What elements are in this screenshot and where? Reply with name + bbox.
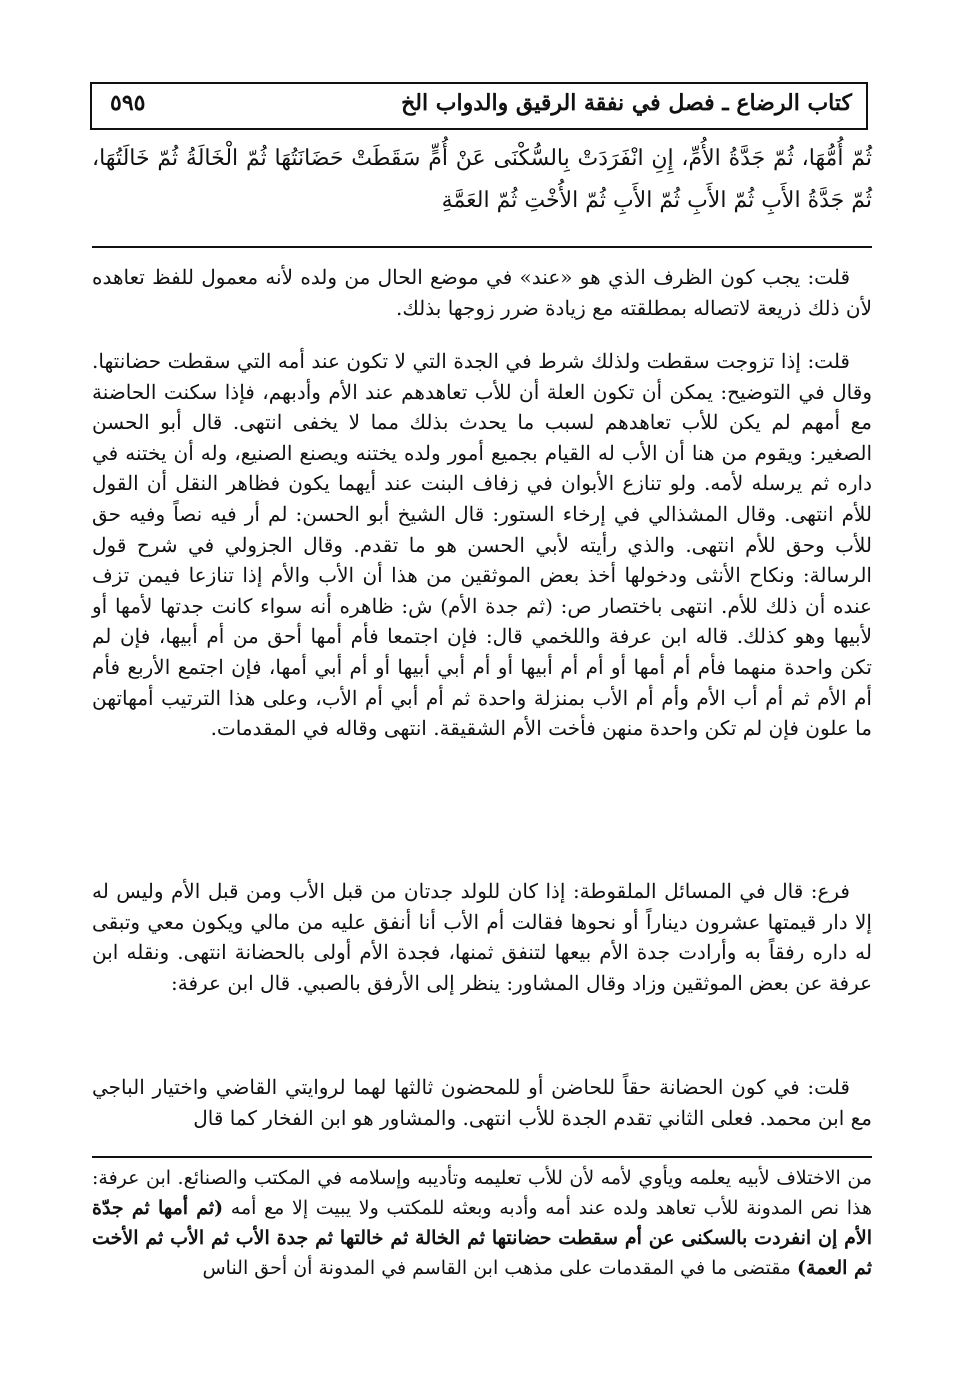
footnote-text: مقتضى ما في المقدمات على مذهب ابن القاسم في المدونة أن أحق الناس — [202, 1257, 791, 1279]
commentary-paragraph: فرع: قال في المسائل الملقوطة: إذا كان للولد جدتان من قبل الأب ومن قبل الأم وليس له إلا دار قيمتها عشرون ديناراً أو نحوها فقالت أم الأب أنا أنفق عليه من مالي ويكون معي وتبقى له داره رفقاً به وأرادت جدة الأم بيعها لتنفق ثمنها، فجدة الأم أولى بالحضانة انتهى. ونقله ابن عرفة عن بعض الموثقين وزاد وقال المشاور: ينظر إلى الأرفق بالصبي. قال ابن عرفة: — [92, 879, 872, 995]
footnote-divider — [92, 1156, 872, 1158]
commentary-3 — [92, 876, 872, 998]
commentary-paragraph: قلت: يجب كون الظرف الذي هو «عند» في موضع الحال من ولده لأنه معمول للفظ تعاهده لأن ذلك ذريعة لاتصاله بمطلقته مع زيادة ضرر زوجها بذلك. — [92, 265, 872, 320]
footnote — [92, 1163, 872, 1283]
header-title: كتاب الرضاع ـ فصل في نفقة الرقيق والدواب الخ — [401, 90, 852, 116]
commentary-paragraph: قلت: إذا تزوجت سقطت ولذلك شرط في الجدة التي لا تكون عند أمه التي سقطت حضانتها. وقال في التوضيح: يمكن أن تكون العلة أن للأب تعاهدهم عند الأم وأدبهم، فإذا سكنت الحاضنة مع أمهم لم يكن للأب تعاهدهم لسبب ما يحدث بذلك مما لا يخفى انتهى. قال أبو الحسن الصغير: ويقوم من هنا أن الأب له القيام بجميع أمور ولده يختنه ويصنع الصنيع، وله أن يختنه في داره ثم يرسله لأمه. ولو تنازع الأبوان في زفاف البنت عند أيهما يكون فظاهر النقل أن القول للأم انتهى. وقال المشذالي في إرخاء الستور: قال الشيخ أبو الحسن: لم أر فيه نصاً وفيه حق للأب وحق للأم انتهى. والذي رأيته لأبي الحسن هو ما تقدم. وقال الجزولي في شرح قول الرسالة: ونكاح الأنثى ودخولها أخذ بعض الموثقين من هذا أن الأب والأم إذا تنازعا فيمن تزف عنده أن ذلك للأم. انتهى باختصار ص: (ثم جدة الأم) ش: ظاهره أنه سواء كانت جدتها لأمها أو لأبيها وهو كذلك. قاله ابن عرفة واللخمي قال: فإن اجتمعا فأم أمها أحق من أم أبيها، فإن لم تكن واحدة منهما فأم أم أمها أو أم أم أبيها أو أم أبي أبيها أو أم أبي أمها، فإن اجتمع الأربع فأم أم الأم ثم أم أب الأم وأم أم الأب بمنزلة واحدة ثم أم أبي أم الأب، وعلى هذا الترتيب أمهاتهن ما علون فإن لم تكن واحدة منهن فأخت الأم الشقيقة. انتهى وقاله في المقدمات. — [92, 349, 872, 741]
running-header — [90, 82, 868, 130]
page-number: ٥٩٥ — [110, 90, 146, 116]
footnote-text: من الاختلاف لأبيه يعلمه ويأوي لأمه لأن للأب تعليمه وتأديبه وإسلامه في المكتب والصنائع. ابن عرفة: هذا نص المدونة للأب تعاهد ولده عند أمه وأدبه وبعثه للمكتب ولا يبيت إلا مع أمه — [92, 1167, 872, 1219]
commentary-paragraph: قلت: في كون الحضانة حقاً للحاضن أو للمحضون ثالثها لهما لروايتي القاضي واختيار الباجي مع ابن محمد. فعلى الثاني تقدم الجدة للأب انتهى. والمشاور هو ابن الفخار كما قال — [92, 1075, 872, 1130]
footnote-quote: (ثم أمها ثم جدّة الأم إن انفردت بالسكنى عن أم سقطت حضانتها ثم الخالة ثم خالتها ثم جدة الأب ثم الأب ثم الأخت ثم العمة) — [92, 1197, 872, 1279]
commentary-1 — [92, 262, 872, 323]
commentary-4 — [92, 1072, 872, 1133]
matn-text: ثُمّ أُمُّهَا، ثُمّ جَدَّةُ الأُمِّ، إِنِ انْفَرَدَتْ بِالسُّكْنَى عَنْ أُمٍّ سَقَطَتْ حَضَانَتُهَا ثُمّ الْخَالَةُ ثُمّ خَالَتُهَا، ثُمّ جَدَّةُ الأَبِ ثُمّ الأَبِ ثُمّ الأَبِ ثُمّ الأُخْتِ ثُمّ العَمَّةِ — [92, 146, 872, 213]
commentary-2 — [92, 346, 872, 744]
section-divider — [92, 246, 872, 248]
